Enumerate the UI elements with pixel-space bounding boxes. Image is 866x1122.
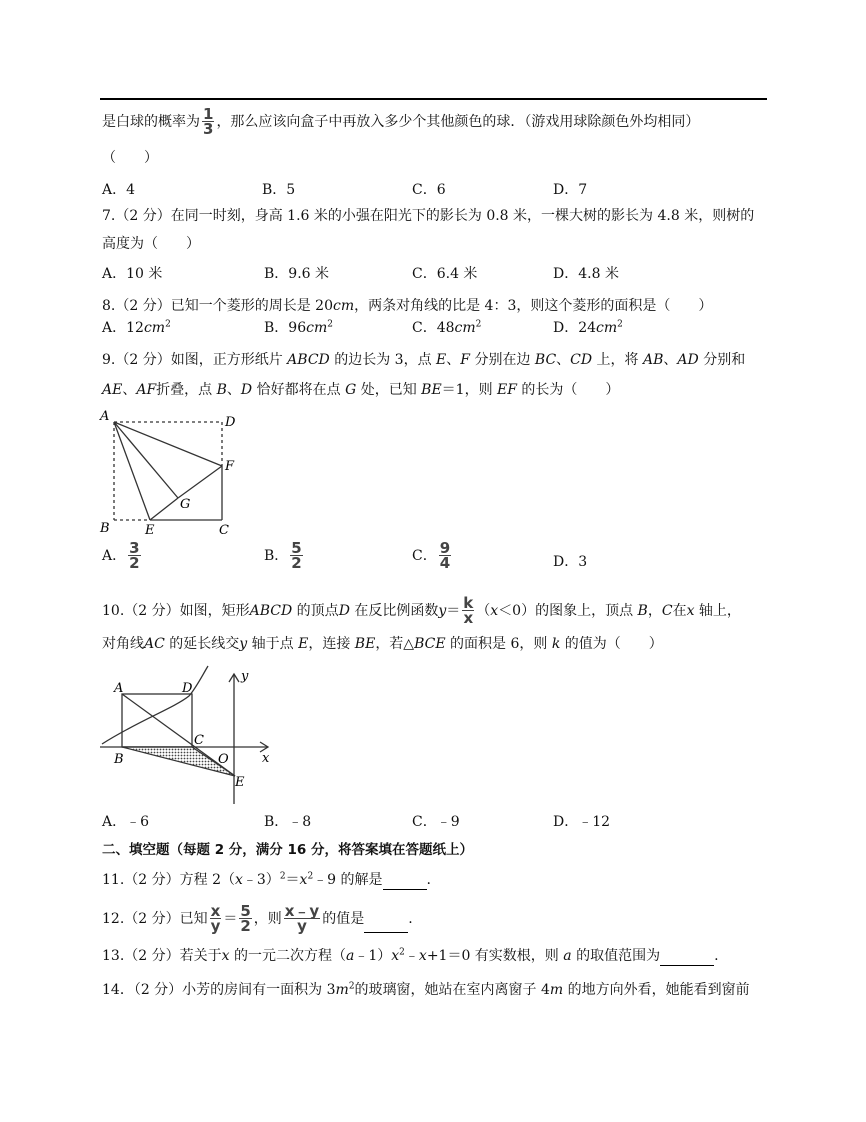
q10-option-a[interactable]: A．﹣6 <box>102 814 150 830</box>
q7-text-line1: 7.（2 分）在同一时刻，身高 1.6 米的小强在阳光下的影长为 0.8 米，一棵大树的影长为 4.8 米，则树的 <box>102 208 755 224</box>
q10-label-c: C <box>194 733 204 748</box>
q10-label-o: O <box>218 752 229 767</box>
q6-answer-paren: （ ） <box>102 150 158 166</box>
q9-label-a: A <box>100 409 110 424</box>
q10-figure <box>96 664 276 812</box>
q9-text-line2: AE、AF折叠，点 B、D 恰好都将在点 G 处，已知 BE＝1，则 EF 的长为（ ） <box>102 382 620 398</box>
q9-line-eg <box>150 498 178 520</box>
q7-option-d[interactable]: D．4.8 米 <box>553 266 619 282</box>
header-rule <box>100 98 767 100</box>
q9-line-gf <box>178 466 222 498</box>
q9-label-f: F <box>225 459 235 474</box>
q13-text: 13.（2 分）若关于x 的一元二次方程$(a﹣1)x^2﹣x+1=0$ 有实数根，则 a 的取值范围为 . <box>102 947 719 964</box>
q9-option-b[interactable]: B． $\frac{5}{2}$ <box>264 539 302 572</box>
q9-line-ag <box>114 422 178 498</box>
q10-label-a: A <box>114 681 124 696</box>
q9-figure <box>96 404 246 540</box>
q10-text-line2: 对角线AC 的延长线交y 轴于点 E，连接 BE，若△BCE 的面积是 6，则 k 的值为（ ） <box>102 636 663 652</box>
q9-option-c[interactable]: C． $\frac{9}{4}$ <box>412 539 451 572</box>
q7-option-b[interactable]: B．9.6 米 <box>264 266 330 282</box>
q9-option-a[interactable]: A． $\frac{3}{2}$ <box>102 539 140 572</box>
q9-label-b: B <box>100 521 110 536</box>
q7-option-c[interactable]: C．6.4 米 <box>412 266 478 282</box>
q8-text: 8.（2 分）已知一个菱形的周长是 20cm，两条对角线的比是 4：3，则这个菱形的面积是（ ） <box>102 298 713 314</box>
q10-option-d[interactable]: D．﹣12 <box>553 814 611 830</box>
section-heading-fill-blank: 二、填空题（每题 2 分，满分 16 分，将答案填在答题纸上） <box>102 842 473 858</box>
q10-text-line1: 10.（2 分）如图，矩形ABCD 的顶点D 在反比例函数y＝ $\frac{k}{x}$ （x＜0）的图象上，顶点 B，C在x 轴上， <box>102 594 741 627</box>
q14-text: 14．（2 分）小芳的房间有一面积为 $3m^2$的玻璃窗，她站在室内离窗子 4m 的地方向外看，她能看到窗前 <box>102 981 750 998</box>
q10-label-b: B <box>114 752 124 767</box>
q10-option-c[interactable]: C．﹣9 <box>412 814 460 830</box>
q9-label-c: C <box>219 523 229 538</box>
q13-answer-blank[interactable] <box>660 951 714 966</box>
q10-option-b[interactable]: B．﹣8 <box>264 814 312 830</box>
q8-option-a[interactable]: A．$12cm^2$ <box>102 319 171 336</box>
q8-option-c[interactable]: C．$48cm^2$ <box>412 319 482 336</box>
q10-label-x: x <box>262 751 270 766</box>
q10-label-d: D <box>182 681 193 696</box>
q9-line-ae <box>114 422 150 520</box>
q6-option-b[interactable]: B．5 <box>262 182 296 198</box>
q11-answer-blank[interactable] <box>383 875 427 890</box>
q7-option-a[interactable]: A．10 米 <box>102 266 163 282</box>
q12-answer-blank[interactable] <box>364 918 408 933</box>
q8-option-d[interactable]: D．$24cm^2$ <box>553 319 623 336</box>
q9-label-d: D <box>225 415 236 430</box>
q8-option-b[interactable]: B．$96cm^2$ <box>264 319 333 336</box>
q6-text: 是白球的概率为 $\frac{1}{3}$ ，那么应该向盒子中再放入多少个其他颜色的球．（游戏用球除颜色外均相同） <box>102 105 700 138</box>
q10-fraction: $\frac{k}{x}$ <box>463 594 474 627</box>
q10-label-y: y <box>241 669 249 684</box>
q9-option-d[interactable]: D．3 <box>553 554 588 570</box>
q6-option-a[interactable]: A．4 <box>102 182 136 198</box>
q9-label-e: E <box>145 523 155 538</box>
q6-option-d[interactable]: D．7 <box>553 182 588 198</box>
q10-label-e: E <box>235 775 245 790</box>
q6-option-c[interactable]: C．6 <box>412 182 446 198</box>
q11-text: 11.（2 分）方程 $2(x﹣3)^2=x^2﹣9$ 的解是 . <box>102 871 431 888</box>
q9-label-g: G <box>180 497 191 512</box>
q9-text-line1: 9.（2 分）如图，正方形纸片 ABCD 的边长为 3，点 E、F 分别在边 BC、CD 上，将 AB、AD 分别和 <box>102 352 746 368</box>
q12-text: 12.（2 分）已知 $\frac{x}{y}$ ＝ $\frac{5}{2}$ ，则 $\frac{x﹣y}{y}$ 的值是 . <box>102 902 413 935</box>
q6-fraction: $\frac{1}{3}$ <box>203 105 214 138</box>
q9-line-af <box>114 422 222 466</box>
q7-text-line2: 高度为（ ） <box>102 236 200 252</box>
